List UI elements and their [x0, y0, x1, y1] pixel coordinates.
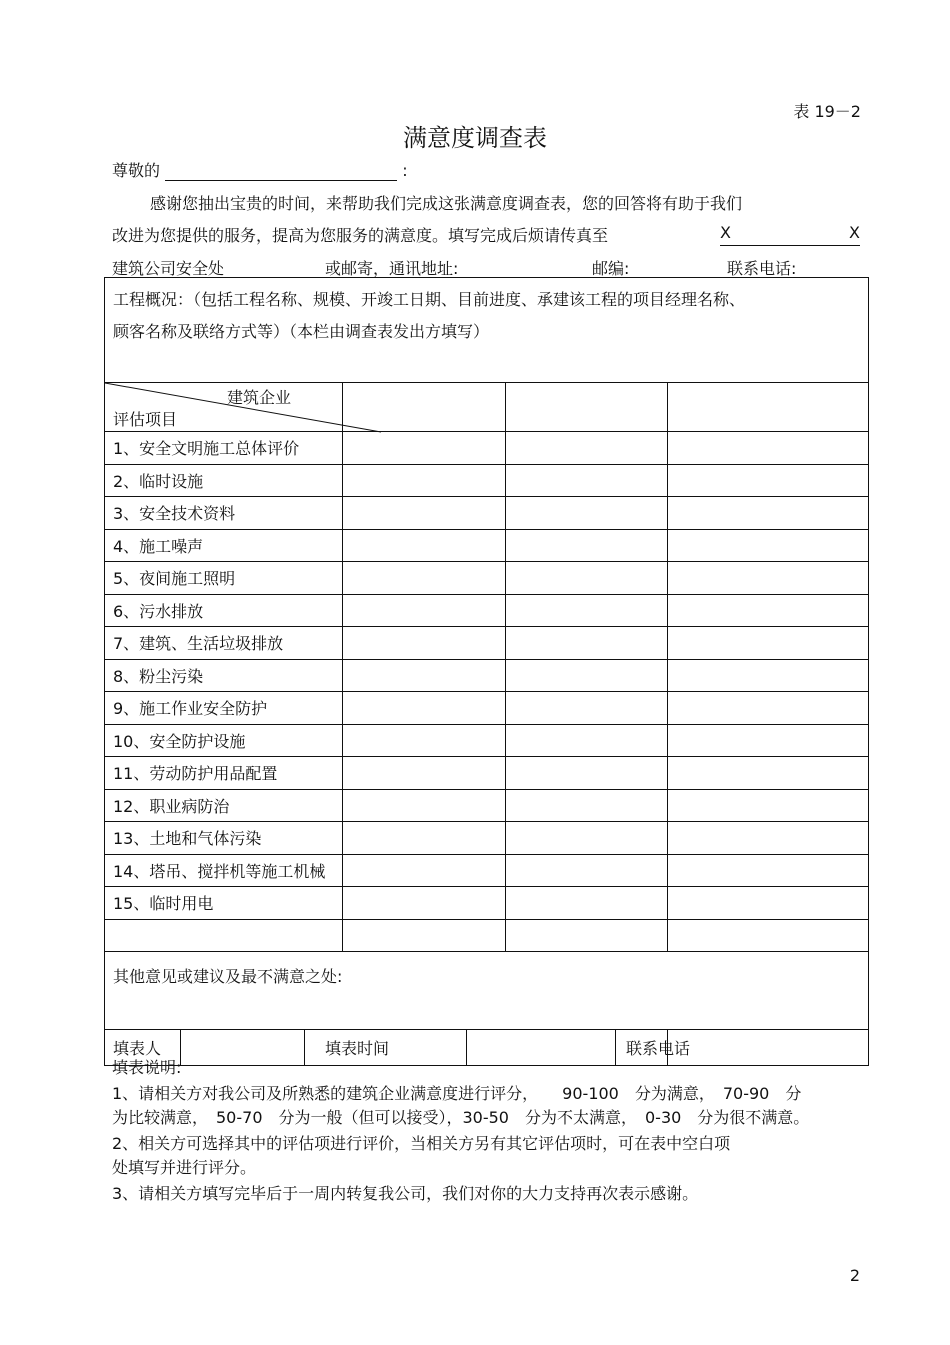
fill-time-label: 填表时间 [305, 1030, 467, 1066]
evaluation-item: 4、施工噪声 [105, 529, 343, 562]
score-cell-2[interactable] [506, 887, 668, 920]
score-cell-2[interactable] [506, 562, 668, 595]
score-cell-1[interactable] [343, 757, 506, 790]
score-cell-2[interactable] [506, 627, 668, 660]
intro-line-1: 感谢您抽出宝贵的时间，来帮助我们完成这张满意度调查表，您的回答将有助于我们 [150, 194, 743, 213]
table-row [105, 464, 869, 497]
evaluation-item: 8、粉尘污染 [105, 659, 343, 692]
table-row [105, 659, 869, 692]
evaluation-item: 1、安全文明施工总体评价 [105, 432, 343, 465]
table-row [105, 854, 869, 887]
table-row [105, 627, 869, 660]
note-2-line-2: 处填写并进行评分。 [112, 1158, 257, 1177]
score-cell-2[interactable] [506, 724, 668, 757]
score-cell-1[interactable] [343, 919, 506, 952]
comments-cell[interactable] [105, 952, 869, 1030]
salutation-label: 尊敬的 [112, 161, 161, 180]
score-cell-1[interactable] [343, 464, 506, 497]
score-cell-2[interactable] [506, 692, 668, 725]
score-cell-1[interactable] [343, 854, 506, 887]
phone-input[interactable] [668, 1030, 869, 1066]
score-cell-3[interactable] [668, 562, 869, 595]
score-cell-2[interactable] [506, 497, 668, 530]
salutation-colon: : [402, 161, 408, 180]
header-diagonal-cell [105, 383, 343, 432]
score-cell-2[interactable] [506, 432, 668, 465]
evaluation-item: 14、塔吊、搅拌机等施工机械 [105, 854, 343, 887]
company-column-3[interactable] [668, 383, 869, 432]
note-1-line-1: 1、请相关方对我公司及所熟悉的建筑企业满意度进行评分， 90-100 分为满意， 70-90 分 [112, 1084, 802, 1103]
table-row [105, 692, 869, 725]
table-row [105, 594, 869, 627]
table-row [105, 529, 869, 562]
score-cell-3[interactable] [668, 789, 869, 822]
score-cell-1[interactable] [343, 692, 506, 725]
filler-input[interactable] [181, 1030, 305, 1066]
notes-title: 填表说明: [112, 1058, 182, 1077]
evaluation-item: 11、劳动防护用品配置 [105, 757, 343, 790]
table-row [105, 724, 869, 757]
overview-line-1: 工程概况：（包括工程名称、规模、开竣工日期、目前进度、承建该工程的项目经理名称、 [113, 290, 746, 309]
score-cell-1[interactable] [343, 789, 506, 822]
evaluation-item: 15、临时用电 [105, 887, 343, 920]
evaluation-item: 3、安全技术资料 [105, 497, 343, 530]
filler-label: 填表人 [105, 1030, 181, 1066]
score-cell-3[interactable] [668, 627, 869, 660]
score-cell-1[interactable] [343, 529, 506, 562]
evaluation-item[interactable] [105, 919, 343, 952]
score-cell-3[interactable] [668, 757, 869, 790]
evaluation-item: 10、安全防护设施 [105, 724, 343, 757]
fax-x-right: X [849, 223, 860, 242]
intro-line-2: 改进为您提供的服务，提高为您服务的满意度。填写完成后烦请传真至 [112, 226, 609, 245]
score-cell-3[interactable] [668, 464, 869, 497]
evaluation-item: 9、施工作业安全防护 [105, 692, 343, 725]
page-number: 2 [849, 1266, 860, 1285]
table-row [105, 757, 869, 790]
table-row [105, 887, 869, 920]
note-1-line-2: 为比较满意， 50-70 分为一般（但可以接受），30-50 分为不太满意， 0-30 分为很不满意。 [112, 1108, 810, 1127]
score-cell-2[interactable] [506, 594, 668, 627]
page-title: 满意度调查表 [403, 124, 547, 152]
survey-table [104, 277, 869, 1066]
score-cell-3[interactable] [668, 692, 869, 725]
score-cell-2[interactable] [506, 854, 668, 887]
score-cell-3[interactable] [668, 724, 869, 757]
score-cell-2[interactable] [506, 659, 668, 692]
recipient-blank[interactable] [165, 162, 397, 181]
table-row [105, 822, 869, 855]
score-cell-1[interactable] [343, 497, 506, 530]
table-row [105, 432, 869, 465]
score-cell-3[interactable] [668, 854, 869, 887]
score-cell-1[interactable] [343, 659, 506, 692]
score-cell-3[interactable] [668, 659, 869, 692]
phone-label: 联系电话 [616, 1030, 668, 1066]
comments-label: 其他意见或建议及最不满意之处: [113, 967, 343, 986]
score-cell-2[interactable] [506, 757, 668, 790]
score-cell-1[interactable] [343, 724, 506, 757]
score-cell-3[interactable] [668, 432, 869, 465]
project-overview[interactable] [105, 278, 869, 383]
evaluation-item: 6、污水排放 [105, 594, 343, 627]
score-cell-2[interactable] [506, 919, 668, 952]
score-cell-3[interactable] [668, 497, 869, 530]
score-cell-2[interactable] [506, 464, 668, 497]
evaluation-item: 7、建筑、生活垃圾排放 [105, 627, 343, 660]
score-cell-2[interactable] [506, 822, 668, 855]
intro-line-3a: 建筑公司安全处 [112, 259, 225, 278]
evaluation-item: 12、职业病防治 [105, 789, 343, 822]
fax-x-left: X [720, 223, 731, 242]
score-cell-2[interactable] [506, 789, 668, 822]
score-cell-1[interactable] [343, 594, 506, 627]
intro-line-3d: 联系电话: [727, 259, 797, 278]
form-number: 表 19－2 [793, 102, 861, 121]
score-cell-1[interactable] [343, 627, 506, 660]
intro-line-3b: 或邮寄，通讯地址: [325, 259, 459, 278]
score-cell-3[interactable] [668, 594, 869, 627]
score-cell-3[interactable] [668, 529, 869, 562]
score-cell-3[interactable] [668, 919, 869, 952]
score-cell-1[interactable] [343, 562, 506, 595]
score-cell-3[interactable] [668, 822, 869, 855]
item-header: 评估项目 [113, 410, 178, 429]
table-row [105, 789, 869, 822]
intro-line-3c: 邮编: [592, 259, 630, 278]
table-row [105, 497, 869, 530]
table-row [105, 562, 869, 595]
overview-line-2: 顾客名称及联络方式等）（本栏由调查表发出方填写） [113, 322, 490, 341]
evaluation-item: 13、土地和气体污染 [105, 822, 343, 855]
company-column-2[interactable] [506, 383, 668, 432]
score-cell-1[interactable] [343, 822, 506, 855]
score-cell-1[interactable] [343, 432, 506, 465]
score-cell-3[interactable] [668, 887, 869, 920]
score-cell-2[interactable] [506, 529, 668, 562]
note-3: 3、请相关方填写完毕后于一周内转复我公司，我们对你的大力支持再次表示感谢。 [112, 1184, 699, 1203]
fax-number-blank[interactable] [720, 223, 860, 246]
table-row [105, 919, 869, 952]
evaluation-item: 2、临时设施 [105, 464, 343, 497]
salutation-line [112, 158, 408, 181]
score-cell-1[interactable] [343, 887, 506, 920]
company-header: 建筑企业 [227, 388, 292, 407]
note-2-line-1: 2、相关方可选择其中的评估项进行评价，当相关方另有其它评估项时，可在表中空白项 [112, 1134, 731, 1153]
fill-time-input[interactable] [467, 1030, 616, 1066]
evaluation-item: 5、夜间施工照明 [105, 562, 343, 595]
